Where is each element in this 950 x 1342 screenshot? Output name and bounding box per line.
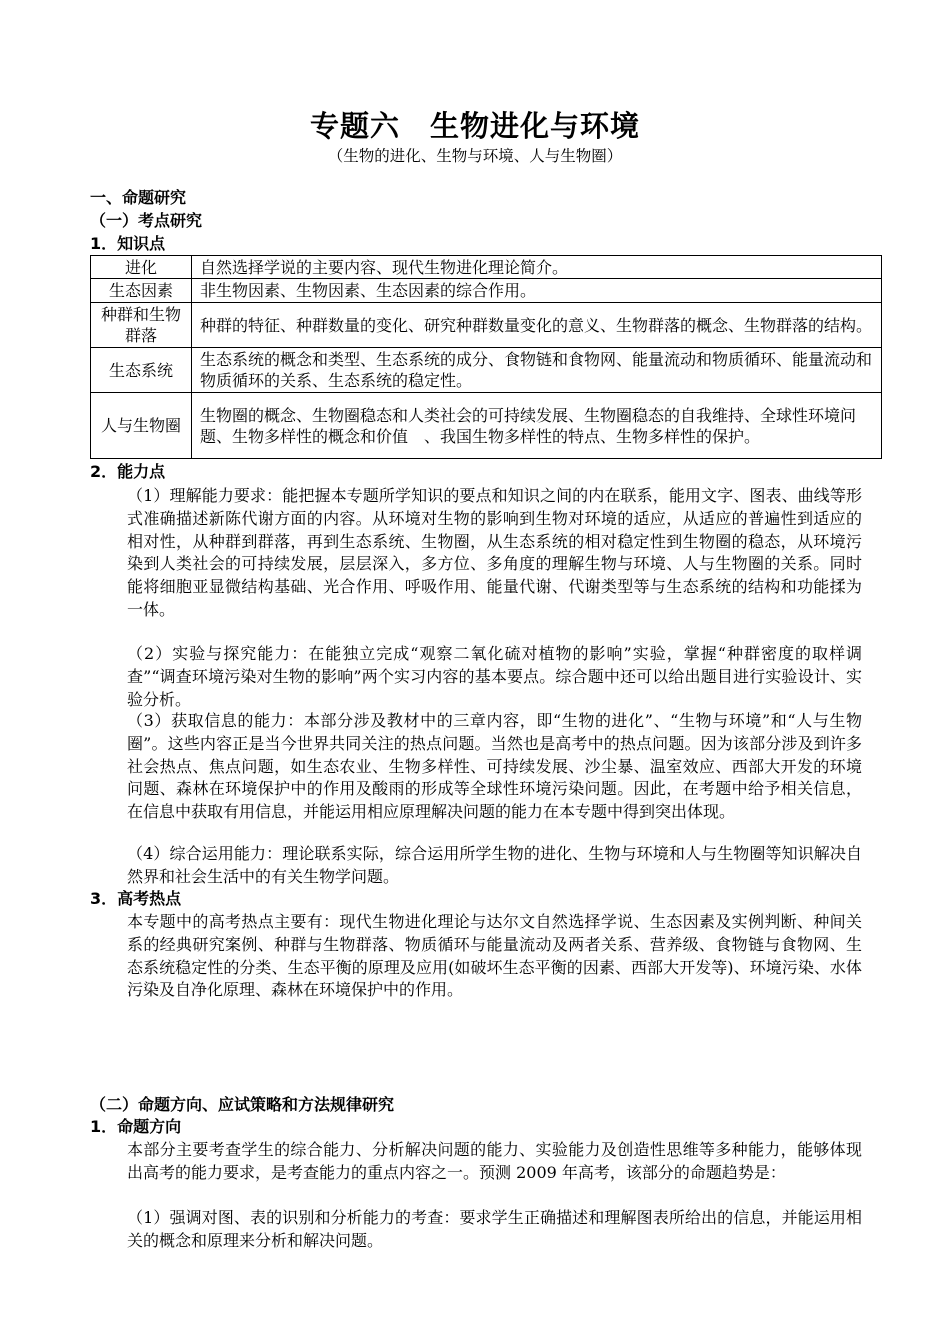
table-topic-cell: 人与生物圈	[91, 393, 192, 459]
table-row	[91, 303, 882, 348]
direction-paragraph-2: （1）强调对图、表的识别和分析能力的考查：要求学生正确描述和理解图表所给出的信息，并能运用相关的概念和原理来分析和解决问题。	[127, 1208, 862, 1250]
table-row	[91, 393, 882, 459]
table-topic-cell: 生态系统	[91, 348, 192, 393]
hotspots-paragraph: 本专题中的高考热点主要有：现代生物进化理论与达尔文自然选择学说、生态因素及实例判断、种间关系的经典研究案例、种群与生物群落、物质循环与能量流动及两者关系、营养级、食物链与食物网、生态系统稳定性的分类、生态平衡的原理及应用(如破坏生态平衡的因素、西部大开发等)、环境污染、水体污染及自净化原理、森林在环境保护中的作用。	[127, 912, 862, 1000]
subsection-heading-2: （二）命题方向、应试策略和方法规律研究	[90, 1095, 395, 1114]
ability-paragraph-1: （1）理解能力要求：能把握本专题所学知识的要点和知识之间的内在联系，能用文字、图表、曲线等形式准确描述新陈代谢方面的内容。从环境对生物的影响到生物对环境的适应，从适应的普遍性到适应的相对性，从种群到群落，再到生态系统、生物圈，从生态系统的相对稳定性到生物圈的稳态，从环境污染到人类社会的可持续发展，层层深入，多方位、多角度的理解生物与环境、人与生物圈的关系。同时能将细胞亚显微结构基础、光合作用、呼吸作用、能量代谢、代谢类型等与生态系统的结构和功能揉为一体。	[127, 486, 862, 619]
table-topic-cell: 生态因素	[91, 279, 192, 303]
document-title: 专题六 生物进化与环境	[309, 109, 640, 143]
knowledge-table	[90, 255, 882, 459]
ability-paragraph-4: （4）综合运用能力：理论联系实际，综合运用所学生物的进化、生物与环境和人与生物圈等知识解决自然界和社会生活中的有关生物学问题。	[127, 844, 862, 886]
direction-heading: 1．命题方向	[90, 1117, 182, 1136]
table-content-cell: 非生物因素、生物因素、生态因素的综合作用。	[192, 279, 882, 303]
hotspots-heading: 3．高考热点	[90, 889, 182, 908]
table-row	[91, 279, 882, 303]
table-topic-cell: 进化	[91, 256, 192, 279]
ability-paragraph-2: （2）实验与探究能力：在能独立完成“观察二氧化硫对植物的影响”实验，掌握“种群密度的取样调查”“调查环境污染对生物的影响”两个实习内容的基本要点。综合题中还可以给出题目进行实验设计、实验分析。	[127, 644, 862, 709]
table-content-cell: 生物圈的概念、生物圈稳态和人类社会的可持续发展、生物圈稳态的自我维持、全球性环境问题、生物多样性的概念和价值 、我国生物多样性的特点、生物多样性的保护。	[192, 393, 882, 459]
table-topic-cell: 种群和生物群落	[91, 303, 192, 348]
document-subtitle: （生物的进化、生物与环境、人与生物圈）	[327, 147, 623, 165]
knowledge-heading: 1．知识点	[90, 234, 166, 253]
table-content-cell: 种群的特征、种群数量的变化、研究种群数量变化的意义、生物群落的概念、生物群落的结构。	[192, 303, 882, 348]
table-content-cell: 自然选择学说的主要内容、现代生物进化理论简介。	[192, 256, 882, 279]
table-content-cell: 生态系统的概念和类型、生态系统的成分、食物链和食物网、能量流动和物质循环、能量流动和物质循环的关系、生态系统的稳定性。	[192, 348, 882, 393]
table-row	[91, 348, 882, 393]
ability-heading: 2．能力点	[90, 462, 166, 481]
table-row	[91, 256, 882, 279]
direction-paragraph-1: 本部分主要考查学生的综合能力、分析解决问题的能力、实验能力及创造性思维等多种能力，能够体现出高考的能力要求，是考查能力的重点内容之一。预测 2009 年高考，该部分的命题趋势是：	[127, 1140, 862, 1182]
section-heading: 一、命题研究	[90, 188, 187, 207]
subsection-heading: （一）考点研究	[90, 211, 203, 230]
ability-paragraph-3: （3）获取信息的能力：本部分涉及教材中的三章内容，即“生物的进化”、“生物与环境”和“人与生物圈”。这些内容正是当今世界共同关注的热点问题。当然也是高考中的热点问题。因为该部分涉及到许多社会热点、焦点问题，如生态农业、生物多样性、可持续发展、沙尘暴、温室效应、西部大开发的环境问题、森林在环境保护中的作用及酸雨的形成等全球性环境污染问题。因此，在考题中给予相关信息，在信息中获取有用信息，并能运用相应原理解决问题的能力在本专题中得到突出体现。	[127, 711, 862, 822]
